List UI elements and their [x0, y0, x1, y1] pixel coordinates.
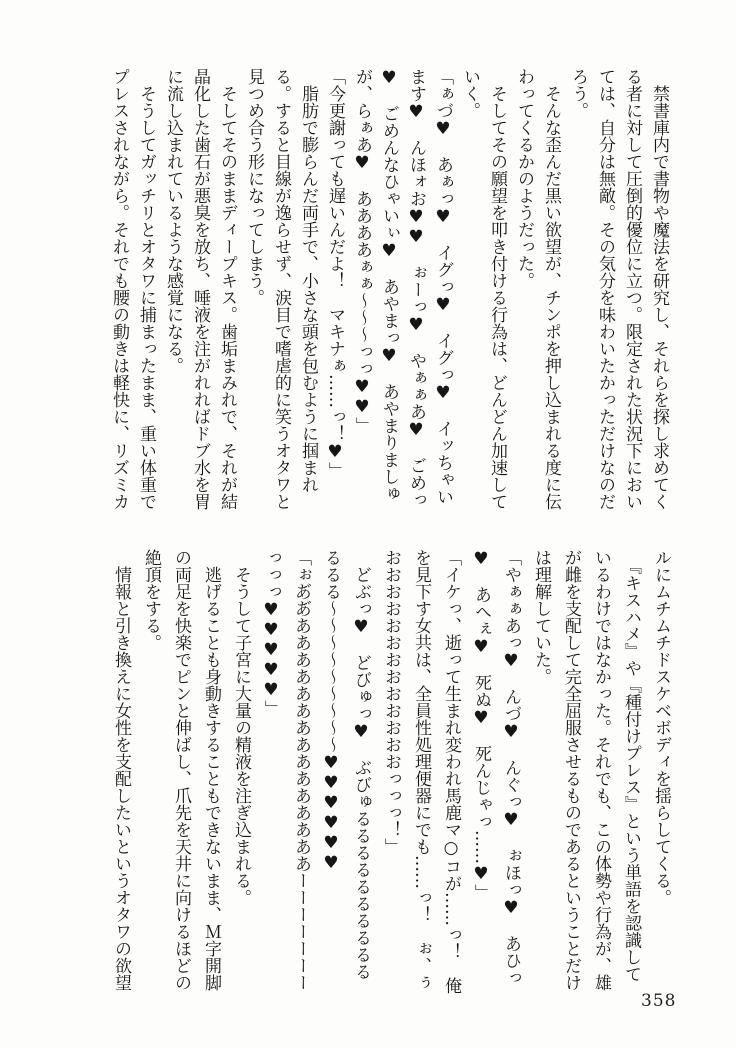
novel-paragraph: 脂肪で膨らんだ両手で、小さな頭を包むように掴まれる。すると目線が逸らせず、涙目で嗜虐的に笑うオタワと見つめ合う形になってしまう。 [244, 68, 318, 510]
novel-paragraph: そしてそのままディープキス。歯垢まみれで、それが結晶化した歯石が悪臭を放ち、唾液を注がれればドブ水を胃に流し込まれているような感覚になる。 [163, 68, 237, 510]
novel-paragraph: 「ぁづ♥ あぁっ♥ イグっ♥ イグっ♥ イッちゃいます♥ んほォお♥♥ ぉーっ♥ やぁぁあ♥ ごめっ♥ ごめんなひゃいぃ♥ あやまっ♥ あやまりましゅが、らぁあ♥ ああああぁぁ～～～っっ♥♥」 [352, 68, 453, 508]
novel-paragraph: 「イケっ、逝って生まれ変われ馬鹿マ○コが……っ！ 俺を見下す女共は、全員性処理便器にでも……っ！ ぉ、ぅおおおおおおおおおおおおおっっっ！」 [381, 549, 461, 994]
bottom-text-band [106, 549, 676, 995]
novel-paragraph: どぶっ♥ どびゅっ♥ ぶびゅるるるるるるるるるるるるる～～～～～～～～～♥♥♥♥♥♥ [321, 549, 371, 980]
novel-paragraph: そんな歪んだ黒い欲望が、チンポを押し込まれる度に伝わってくるかのようだった。 [514, 68, 561, 510]
novel-paragraph: 禁書庫内で書物や魔法を研究し、それらを探し求めてくる者に対して圧倒的優位に立つ。限定された状況下においては、自分は無敵。その気分を味わいたかっただけなのだろう。 [568, 68, 669, 510]
novel-paragraph: 情報と引き換えに女性を支配したいというオタワの欲望 [111, 549, 131, 991]
novel-paragraph: そうして子宮に大量の精液を注ぎ込まれる。 [231, 549, 251, 906]
novel-paragraph: 「ぉあ゙あ゙あああああああああああああああーーーーーーーっっっ♥♥♥♥♥」 [261, 549, 311, 991]
novel-paragraph: 「やぁぁあっ♥ んづ♥ んぐっ♥ ぉほっ♥ あひっ♥ あへぇ♥ 死ぬ♥ 死んじゃっ……♥」 [471, 549, 521, 986]
novel-paragraph: そしてその願望を叩き付ける行為は、どんどん加速していく。 [460, 68, 507, 510]
novel-paragraph: 「今更謝っても遅いんだよ！ マキナぁ……っ！♥」 [325, 68, 345, 479]
novel-paragraph: 逃げることも身動きすることもできないまま、Ｍ字開脚の両足を快楽でピンと伸ばし、爪先を天井に向けるほどの絶頂をする。 [141, 549, 221, 991]
novel-paragraph: ルにムチムチドスケベボディを揺らしてくる。 [651, 549, 671, 906]
page-number: 358 [641, 991, 677, 1011]
top-text-band [105, 68, 672, 514]
novel-paragraph: そうしてガッチリとオタワに捕まったまま、重い体重でプレスされながら。それでも腰の動きは軽快に、リズミカ [109, 68, 156, 510]
novel-paragraph: 『キスハメ』や『種付けプレス』という単語を認識しているわけではなかった。それでも、この体勢や行為が、雄が雌を支配して完全屈服させるものであるということだけは理解していた。 [531, 549, 641, 991]
